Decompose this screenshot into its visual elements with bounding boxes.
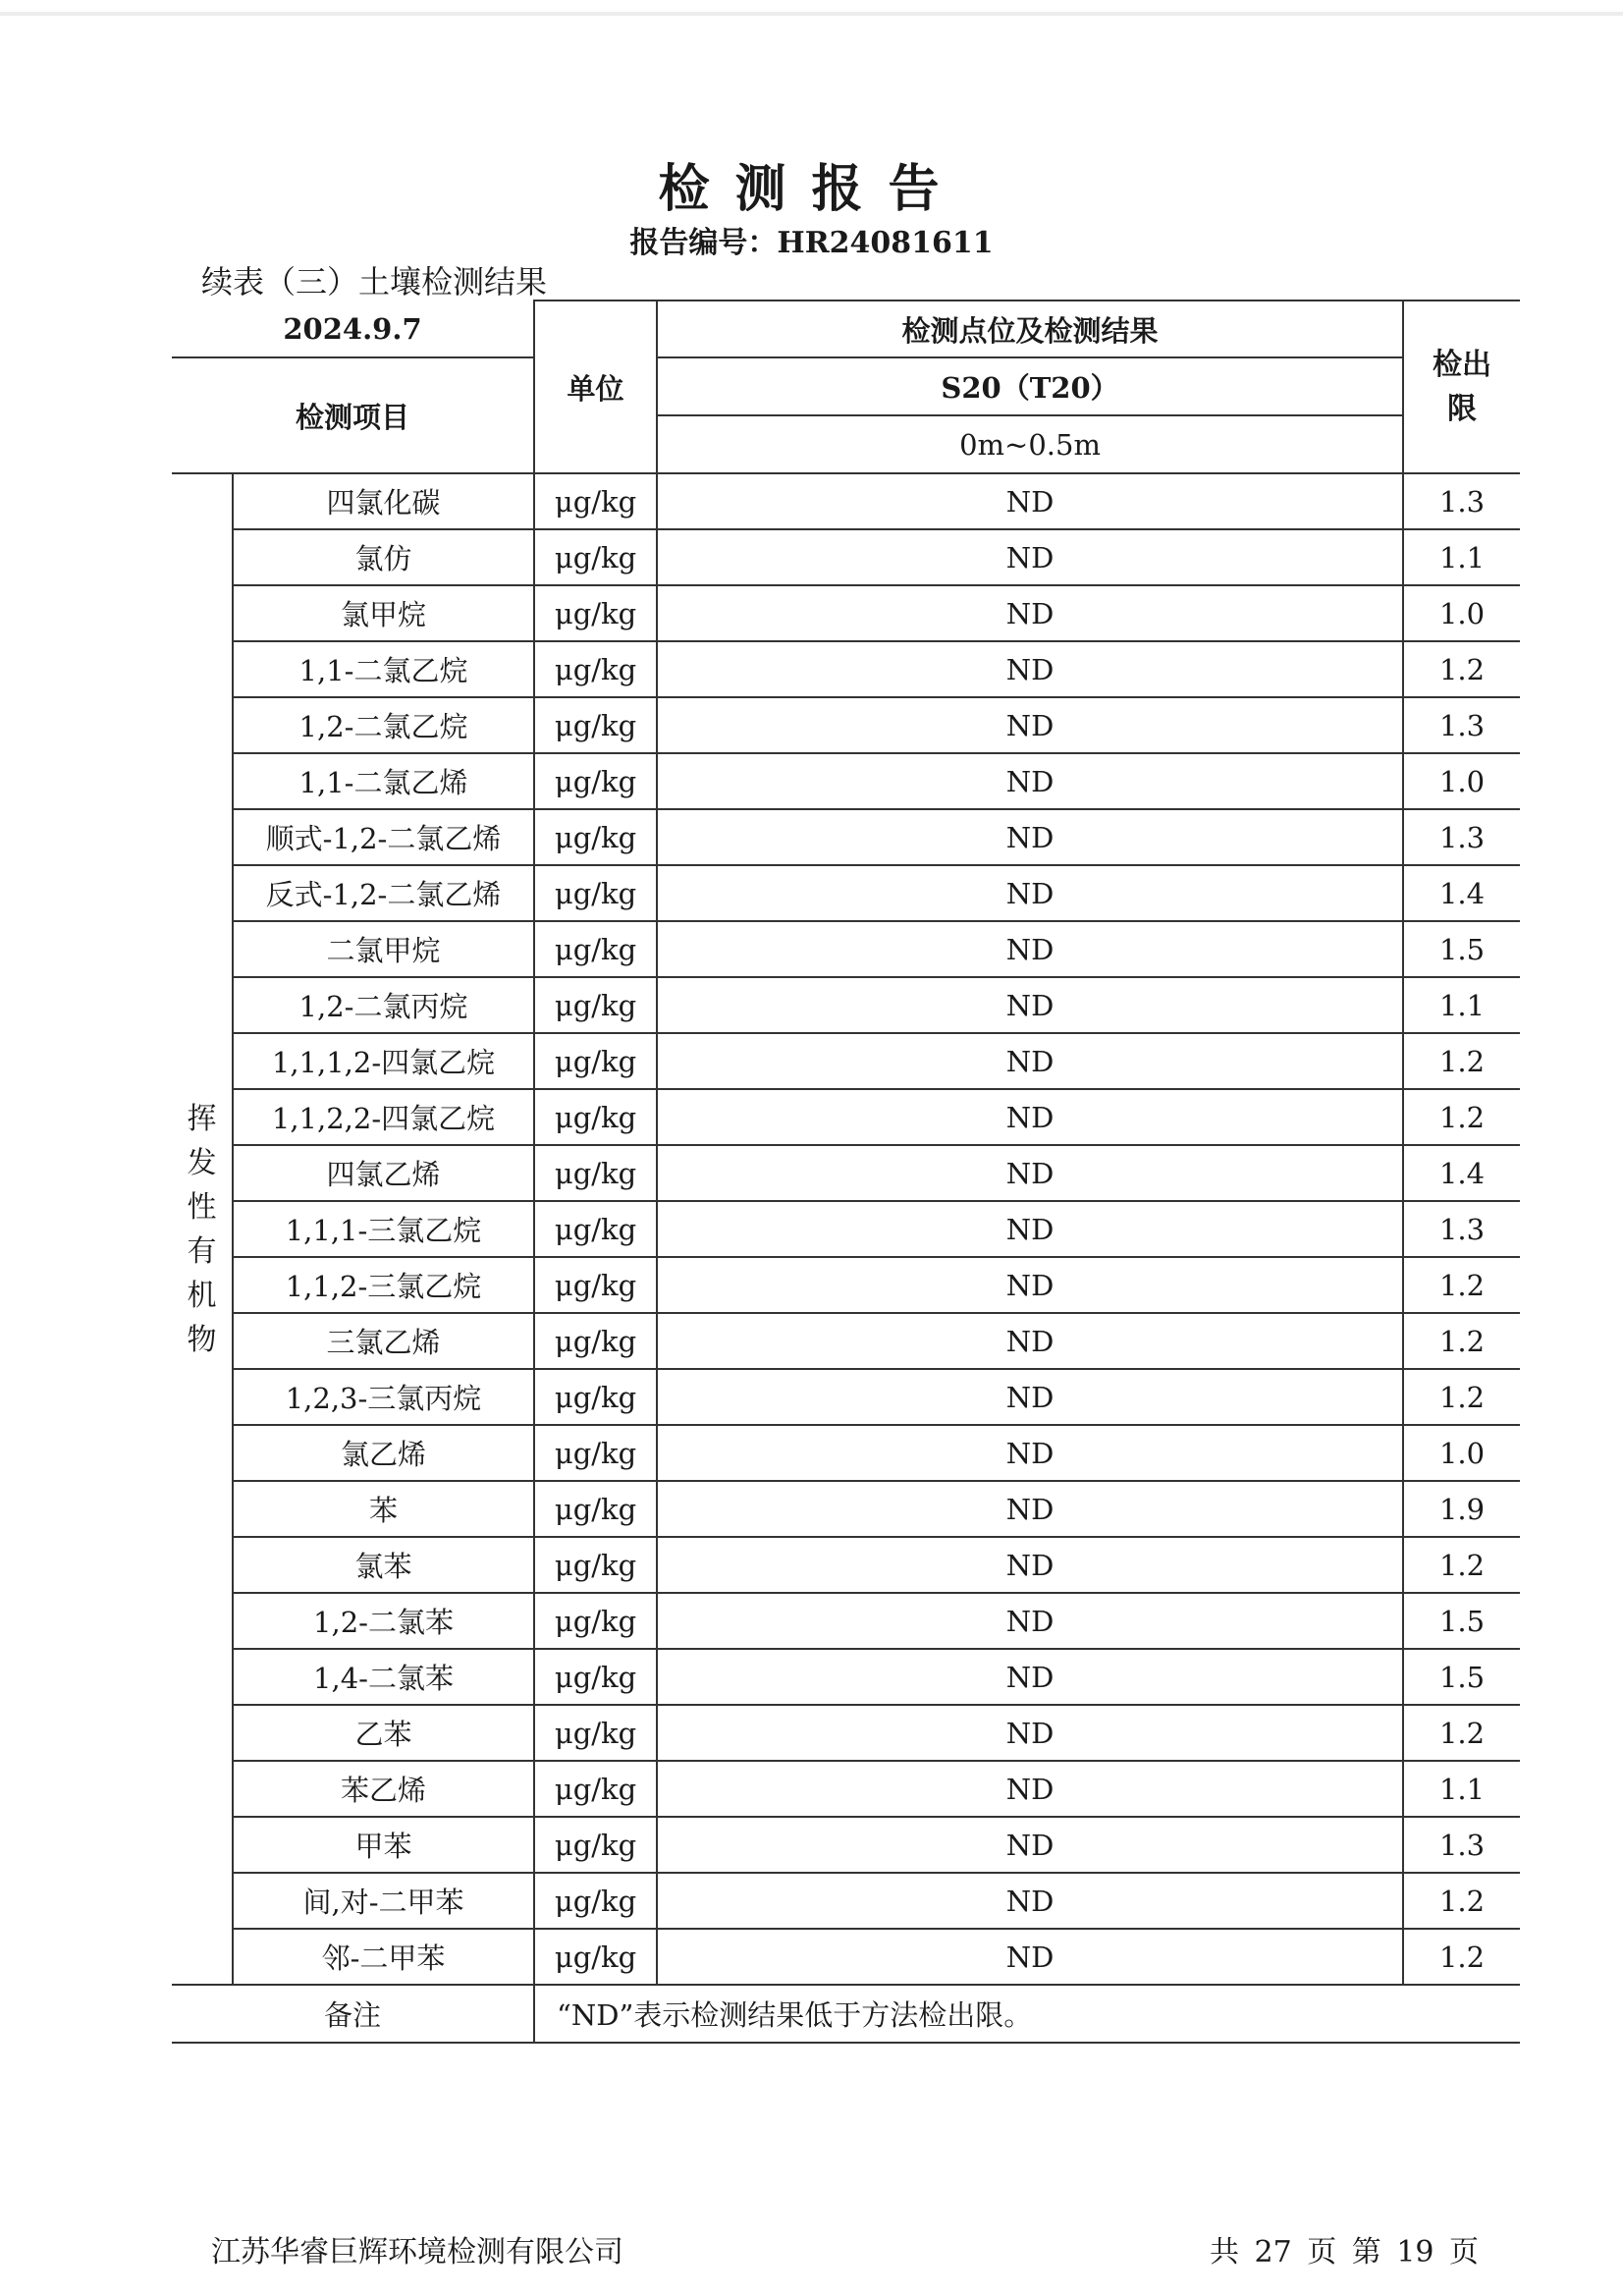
item-header: 检测项目	[172, 357, 534, 473]
table-row	[172, 1873, 1520, 1929]
item-name: 苯	[233, 1481, 534, 1537]
limit-value: 1.2	[1403, 1033, 1520, 1089]
result-value: ND	[657, 585, 1403, 641]
result-value: ND	[657, 753, 1403, 809]
table-row	[172, 1201, 1520, 1257]
table-row	[172, 1929, 1520, 1985]
item-name: 顺式-1,2-二氯乙烯	[233, 809, 534, 865]
table-row	[172, 1537, 1520, 1593]
result-value: ND	[657, 1425, 1403, 1481]
limit-header-label: 检出限	[1433, 348, 1492, 426]
result-value: ND	[657, 473, 1403, 529]
unit-value: μg/kg	[534, 1649, 657, 1705]
item-name: 1,1,1-三氯乙烷	[233, 1201, 534, 1257]
unit-value: μg/kg	[534, 865, 657, 921]
unit-value: μg/kg	[534, 1369, 657, 1425]
result-value: ND	[657, 1481, 1403, 1537]
table-row	[172, 1817, 1520, 1873]
item-name: 四氯乙烯	[233, 1145, 534, 1201]
limit-value: 1.3	[1403, 1201, 1520, 1257]
unit-value: μg/kg	[534, 641, 657, 697]
table-row	[172, 1425, 1520, 1481]
note-text: “ND”表示检测结果低于方法检出限。	[534, 1985, 1520, 2043]
unit-value: μg/kg	[534, 753, 657, 809]
item-name: 1,1-二氯乙烷	[233, 641, 534, 697]
unit-value: μg/kg	[534, 1257, 657, 1313]
table-row	[172, 1481, 1520, 1537]
item-name: 1,4-二氯苯	[233, 1649, 534, 1705]
unit-value: μg/kg	[534, 1761, 657, 1817]
table-row	[172, 1761, 1520, 1817]
limit-value: 1.5	[1403, 1649, 1520, 1705]
footer-page-info: 共 27 页 第 19 页	[1210, 2235, 1480, 2269]
unit-value: μg/kg	[534, 977, 657, 1033]
result-value: ND	[657, 1537, 1403, 1593]
item-name: 1,2-二氯苯	[233, 1593, 534, 1649]
item-name: 1,2-二氯乙烷	[233, 697, 534, 753]
limit-value: 1.2	[1403, 1089, 1520, 1145]
table-row	[172, 473, 1520, 529]
limit-value: 1.9	[1403, 1481, 1520, 1537]
result-value: ND	[657, 1145, 1403, 1201]
limit-value: 1.5	[1403, 921, 1520, 977]
item-name: 1,1-二氯乙烯	[233, 753, 534, 809]
item-name: 苯乙烯	[233, 1761, 534, 1817]
result-value: ND	[657, 977, 1403, 1033]
item-name: 甲苯	[233, 1817, 534, 1873]
item-name: 氯仿	[233, 529, 534, 585]
table-row	[172, 865, 1520, 921]
limit-value: 1.3	[1403, 1817, 1520, 1873]
table-row	[172, 921, 1520, 977]
unit-value: μg/kg	[534, 1481, 657, 1537]
page-top-rule	[0, 12, 1623, 16]
limit-value: 1.2	[1403, 641, 1520, 697]
depth-header: 0m~0.5m	[657, 415, 1403, 473]
result-value: ND	[657, 809, 1403, 865]
unit-value: μg/kg	[534, 1929, 657, 1985]
unit-value: μg/kg	[534, 1705, 657, 1761]
limit-value: 1.2	[1403, 1257, 1520, 1313]
result-value: ND	[657, 1873, 1403, 1929]
table-row	[172, 1313, 1520, 1369]
result-value: ND	[657, 865, 1403, 921]
category-label: 挥发性有机物	[187, 1101, 217, 1357]
limit-value: 1.0	[1403, 753, 1520, 809]
item-name: 间,对-二甲苯	[233, 1873, 534, 1929]
unit-value: μg/kg	[534, 585, 657, 641]
table-row	[172, 529, 1520, 585]
result-value: ND	[657, 1761, 1403, 1817]
result-value: ND	[657, 921, 1403, 977]
table-row	[172, 697, 1520, 753]
unit-value: μg/kg	[534, 1089, 657, 1145]
result-value: ND	[657, 1313, 1403, 1369]
result-value: ND	[657, 1649, 1403, 1705]
limit-value: 1.2	[1403, 1873, 1520, 1929]
point-header: S20（T20）	[657, 357, 1403, 415]
item-name: 三氯乙烯	[233, 1313, 534, 1369]
limit-value: 1.3	[1403, 473, 1520, 529]
soil-results-table	[172, 300, 1520, 2044]
item-name: 四氯化碳	[233, 473, 534, 529]
item-name: 反式-1,2-二氯乙烯	[233, 865, 534, 921]
unit-value: μg/kg	[534, 1593, 657, 1649]
item-name: 氯苯	[233, 1537, 534, 1593]
unit-header: 单位	[534, 301, 657, 473]
result-value: ND	[657, 1089, 1403, 1145]
result-value: ND	[657, 1033, 1403, 1089]
unit-value: μg/kg	[534, 1313, 657, 1369]
limit-value: 1.4	[1403, 1145, 1520, 1201]
limit-value: 1.0	[1403, 1425, 1520, 1481]
unit-value: μg/kg	[534, 1537, 657, 1593]
item-name: 1,1,2-三氯乙烷	[233, 1257, 534, 1313]
category-cell	[172, 473, 233, 1985]
result-value: ND	[657, 1369, 1403, 1425]
report-number: 报告编号：HR24081611	[629, 226, 994, 260]
table-caption: 续表（三）土壤检测结果	[201, 263, 548, 301]
table-row	[172, 1369, 1520, 1425]
item-name: 1,2-二氯丙烷	[233, 977, 534, 1033]
table-row	[172, 977, 1520, 1033]
limit-value: 1.3	[1403, 809, 1520, 865]
limit-value: 1.0	[1403, 585, 1520, 641]
limit-value: 1.2	[1403, 1537, 1520, 1593]
table-row	[172, 1145, 1520, 1201]
table-row	[172, 1705, 1520, 1761]
result-value: ND	[657, 1593, 1403, 1649]
unit-value: μg/kg	[534, 921, 657, 977]
result-value: ND	[657, 1257, 1403, 1313]
item-name: 乙苯	[233, 1705, 534, 1761]
unit-value: μg/kg	[534, 697, 657, 753]
item-name: 1,1,1,2-四氯乙烷	[233, 1033, 534, 1089]
item-name: 二氯甲烷	[233, 921, 534, 977]
unit-value: μg/kg	[534, 1425, 657, 1481]
unit-value: μg/kg	[534, 473, 657, 529]
result-value: ND	[657, 1201, 1403, 1257]
limit-value: 1.2	[1403, 1313, 1520, 1369]
limit-value: 1.2	[1403, 1369, 1520, 1425]
table-row	[172, 809, 1520, 865]
unit-value: μg/kg	[534, 529, 657, 585]
result-value: ND	[657, 641, 1403, 697]
item-name: 1,2,3-三氯丙烷	[233, 1369, 534, 1425]
result-value: ND	[657, 697, 1403, 753]
result-value: ND	[657, 1705, 1403, 1761]
limit-value: 1.1	[1403, 1761, 1520, 1817]
unit-value: μg/kg	[534, 1201, 657, 1257]
limit-value: 1.1	[1403, 977, 1520, 1033]
report-title: 检测报告	[658, 159, 965, 219]
limit-header	[1403, 301, 1520, 473]
unit-value: μg/kg	[534, 1873, 657, 1929]
table-row	[172, 1089, 1520, 1145]
item-name: 氯甲烷	[233, 585, 534, 641]
item-name: 氯乙烯	[233, 1425, 534, 1481]
unit-value: μg/kg	[534, 1145, 657, 1201]
table-row	[172, 1649, 1520, 1705]
unit-value: μg/kg	[534, 809, 657, 865]
unit-value: μg/kg	[534, 1033, 657, 1089]
unit-value: μg/kg	[534, 1817, 657, 1873]
limit-value: 1.5	[1403, 1593, 1520, 1649]
limit-value: 1.4	[1403, 865, 1520, 921]
limit-value: 1.2	[1403, 1705, 1520, 1761]
table-row	[172, 1593, 1520, 1649]
result-value: ND	[657, 1817, 1403, 1873]
footer-company: 江苏华睿巨辉环境检测有限公司	[211, 2235, 623, 2269]
table-row	[172, 585, 1520, 641]
table-row	[172, 1257, 1520, 1313]
result-value: ND	[657, 529, 1403, 585]
limit-value: 1.3	[1403, 697, 1520, 753]
result-header: 检测点位及检测结果	[657, 301, 1403, 357]
note-label: 备注	[172, 1985, 534, 2043]
limit-value: 1.1	[1403, 529, 1520, 585]
table-row	[172, 753, 1520, 809]
table-row	[172, 641, 1520, 697]
item-name: 邻-二甲苯	[233, 1929, 534, 1985]
limit-value: 1.2	[1403, 1929, 1520, 1985]
table-row	[172, 1033, 1520, 1089]
date-cell: 2024.9.7	[172, 301, 534, 357]
result-value: ND	[657, 1929, 1403, 1985]
item-name: 1,1,2,2-四氯乙烷	[233, 1089, 534, 1145]
